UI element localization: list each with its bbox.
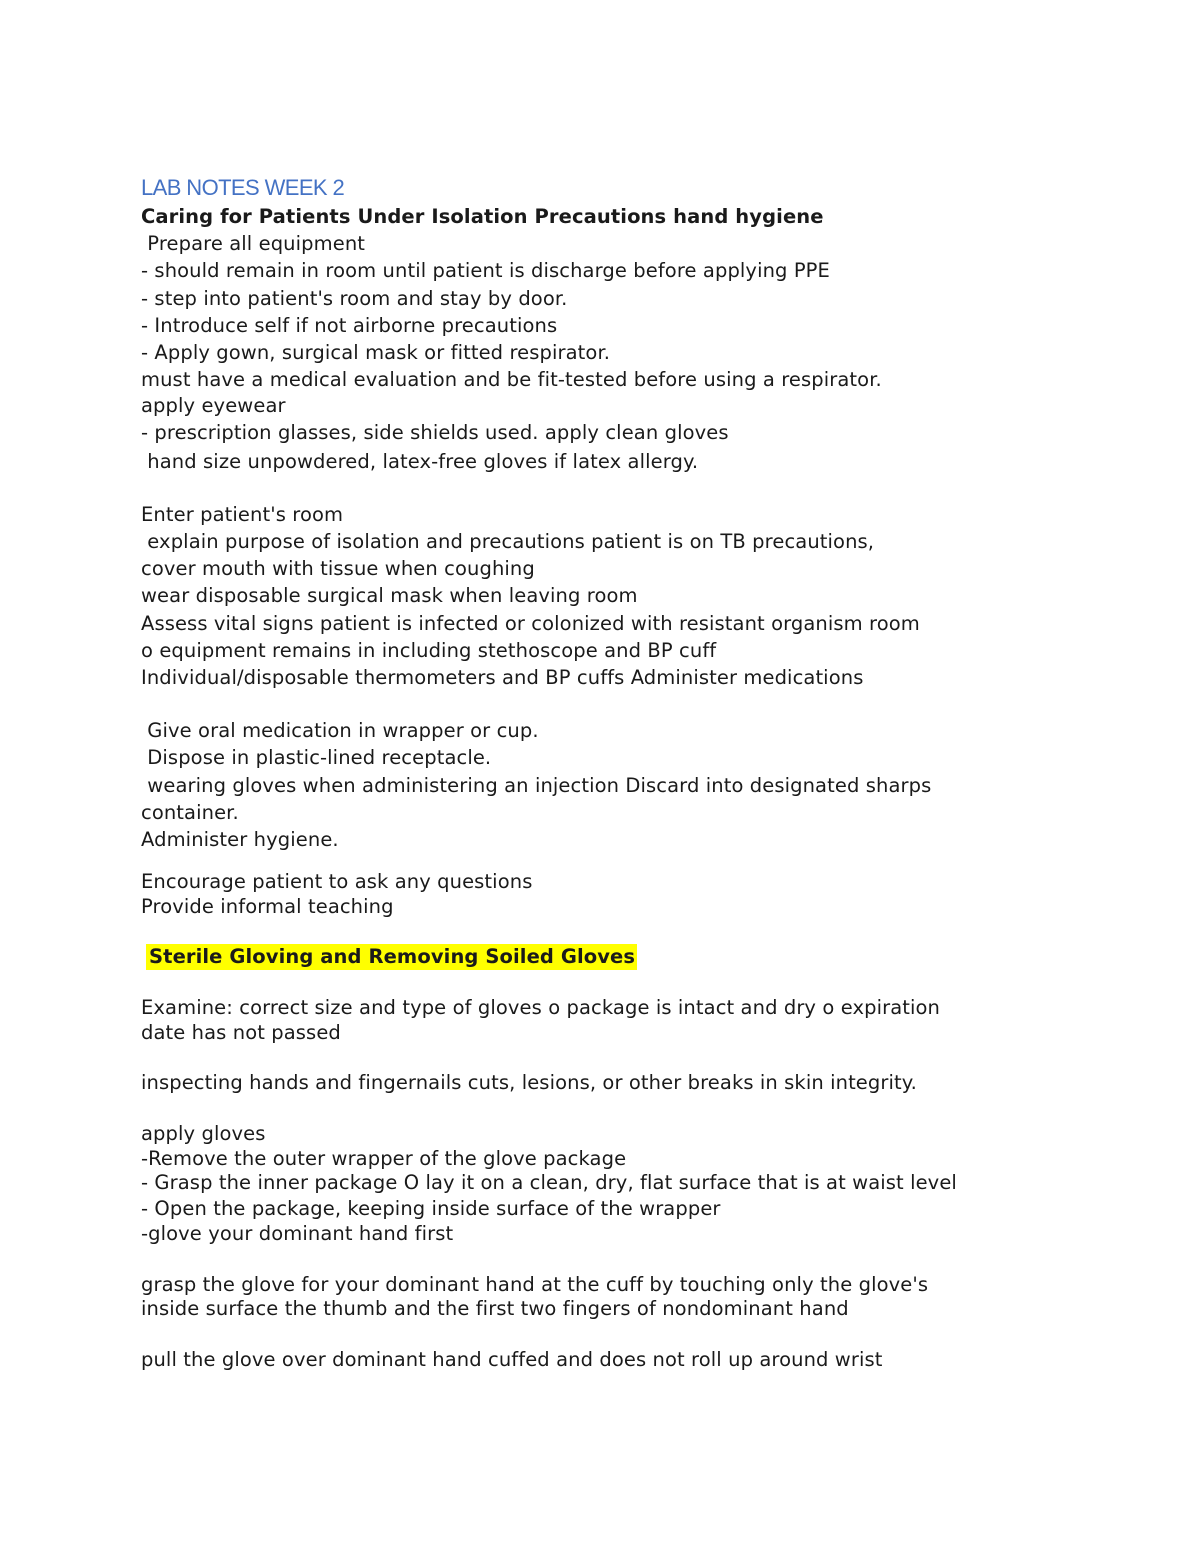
text-line: Examine: correct size and type of gloves o package is intact and dry o expiration: [141, 996, 941, 1019]
text-line: date has not passed: [141, 1021, 341, 1044]
text-line: container.: [141, 801, 239, 824]
text-line: -glove your dominant hand first: [141, 1222, 454, 1245]
text-line: grasp the glove for your dominant hand at the cuff by touching only the glove's: [141, 1273, 929, 1296]
text-line: apply eyewear: [141, 394, 286, 417]
section-heading-isolation: Caring for Patients Under Isolation Precautions hand hygiene: [141, 205, 824, 228]
text-line: - Introduce self if not airborne precautions: [141, 314, 558, 337]
text-line: Dispose in plastic-lined receptacle.: [141, 746, 492, 769]
text-line: - should remain in room until patient is discharge before applying PPE: [141, 259, 830, 282]
text-line: apply gloves: [141, 1122, 266, 1145]
text-line: Provide informal teaching: [141, 895, 394, 918]
highlighted-heading: Sterile Gloving and Removing Soiled Gloves: [146, 944, 637, 970]
text-line: Administer hygiene.: [141, 828, 339, 851]
text-line: cover mouth with tissue when coughing: [141, 557, 535, 580]
text-line: Encourage patient to ask any questions: [141, 870, 533, 893]
text-line: Assess vital signs patient is infected or colonized with resistant organism room: [141, 612, 920, 635]
text-line: wear disposable surgical mask when leaving room: [141, 584, 638, 607]
text-line: Prepare all equipment: [141, 232, 366, 255]
text-line: inside surface the thumb and the first two fingers of nondominant hand: [141, 1297, 849, 1320]
text-line: wearing gloves when administering an injection Discard into designated sharps: [141, 774, 932, 797]
text-line: pull the glove over dominant hand cuffed and does not roll up around wrist: [141, 1348, 883, 1371]
section-heading-sterile-gloving: [146, 944, 637, 970]
text-line: Individual/disposable thermometers and BP cuffs Administer medications: [141, 666, 864, 689]
text-line: - step into patient's room and stay by door.: [141, 287, 568, 310]
text-line: Enter patient's room: [141, 503, 344, 526]
text-line: inspecting hands and fingernails cuts, lesions, or other breaks in skin integrity.: [141, 1071, 917, 1094]
text-line: -Remove the outer wrapper of the glove package: [141, 1147, 627, 1170]
text-line: - Apply gown, surgical mask or fitted respirator.: [141, 341, 611, 364]
text-line: hand size unpowdered, latex-free gloves if latex allergy.: [141, 450, 699, 473]
text-line: - Grasp the inner package O lay it on a clean, dry, flat surface that is at waist level: [141, 1171, 957, 1194]
text-line: o equipment remains in including stethoscope and BP cuff: [141, 639, 717, 662]
text-line: - Open the package, keeping inside surface of the wrapper: [141, 1197, 721, 1220]
text-line: explain purpose of isolation and precautions patient is on TB precautions,: [141, 530, 875, 553]
text-line: Give oral medication in wrapper or cup.: [141, 719, 539, 742]
text-line: must have a medical evaluation and be fit-tested before using a respirator.: [141, 368, 882, 391]
text-line: - prescription glasses, side shields used. apply clean gloves: [141, 421, 729, 444]
document-title: LAB NOTES WEEK 2: [141, 175, 345, 200]
